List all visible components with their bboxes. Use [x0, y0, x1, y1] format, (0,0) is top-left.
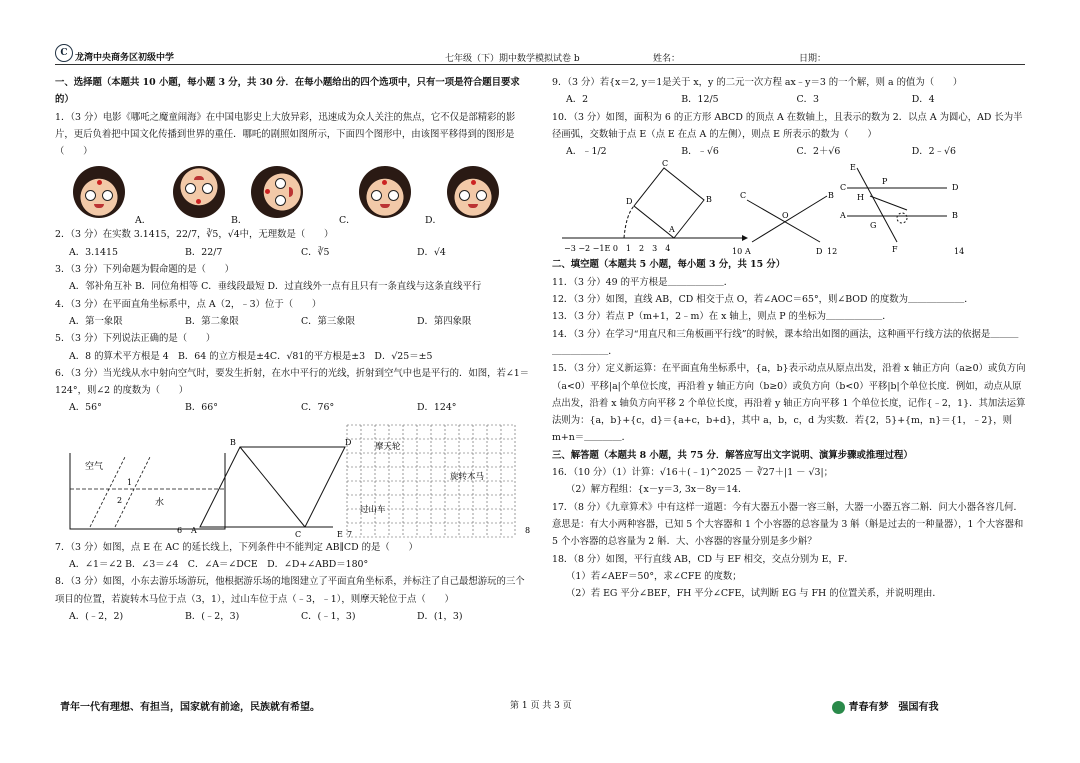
section-1-title: 一、选择题（本题共 10 小题，每小题 3 分，共 30 分．在每小题给出的四个选项中，只有一项是符合题目要求的）	[55, 77, 520, 106]
nezha-original-image	[73, 166, 125, 218]
q1-option-b: B．	[231, 215, 248, 227]
il-c: C	[740, 191, 747, 201]
q7-options: A．∠1＝∠2 B．∠3＝∠4 C．∠A＝∠DCE D．∠D+∠ABD＝180°	[69, 559, 369, 571]
q4-option-d: D．第四象限	[417, 315, 472, 327]
question-5: 5．（3 分）下列说法正确的是（ ）	[55, 333, 216, 345]
q10-option-c: C．2＋√6	[796, 146, 841, 158]
question-6: 6．（3 分）当光线从水中射向空气时，要发生折射，在水中平行的光线，折射到空气中也是平行的．如图，若∠1＝124°，则∠2 的度数为（ ）	[55, 367, 530, 397]
fig-12-number: 12	[827, 247, 838, 257]
fig-7-number: 7	[347, 529, 353, 539]
question-18-part-1: （1）若∠AEF＝50°，求∠CFE 的度数；	[566, 570, 742, 582]
q8-option-c: C．(﹣1，3)	[301, 610, 356, 622]
sq-d: D	[626, 197, 633, 207]
point-d-label: D	[345, 437, 352, 447]
q6-option-d: D．124°	[417, 402, 457, 414]
il-o: O	[782, 211, 789, 221]
point-b-label: B	[230, 437, 236, 447]
sq-c: C	[662, 160, 669, 169]
pl-f: F	[892, 245, 898, 255]
pl-p: P	[882, 177, 888, 187]
number-line-square-figure	[562, 160, 748, 253]
il-d: D	[816, 247, 823, 257]
question-13: 13．（3 分）若点 P（m+1，2﹣m）在 x 轴上，则点 P 的坐标为＿＿＿＿＿＿．	[552, 311, 892, 323]
nezha-translated-image	[447, 166, 499, 218]
pl-h: H	[857, 193, 864, 203]
map-carousel: 旋转木马	[450, 471, 485, 482]
q6-option-c: C．76°	[301, 402, 335, 414]
figures-svg	[55, 417, 533, 539]
question-11: 11．（3 分）49 的平方根是＿＿＿＿＿＿．	[552, 276, 734, 288]
point-a-label: A	[191, 525, 197, 535]
fig-6-number: 6	[177, 525, 183, 535]
question-14: 14．（3 分）在学习“用直尺和三角板画平行线”的时候，课本给出如图的画法，这种画平行线方法的依据是＿＿＿＿＿＿＿＿＿．	[552, 328, 1019, 357]
fig-14-number: 14	[954, 247, 965, 257]
q9-option-c: C．3	[796, 94, 820, 106]
q3-options: A．邻补角互补 B．同位角相等 C．垂线段最短 D．过直线外一点有且只有一条直线与这条直线平行	[69, 281, 482, 293]
map-ferris-wheel: 摩天轮	[375, 441, 401, 452]
question-15: 15．（3 分）定义新运算：在平面直角坐标系中，{a，b}表示动点从原点出发，沿着 x 轴正方向（a≥0）或负方向（a<0）平移|a|个单位长度，再沿着 y 轴正方向（b≥0）或负方向（b<0）平移|b|个单位长度．例如，动点从原点出发，沿着 x 轴负方向平移 2 个单位长度，再沿着 y 轴正方向平移 1 个单位长度，记作{﹣2，1}．其加法运算法则为：{a，b}+{c，d}＝{a+c，b+d}，其中 a，b，c，d 为实数．若{2，5}+{m，n}＝{1，﹣2}，则 m+n＝＿＿＿＿．	[552, 363, 1026, 444]
figures-row-6-8	[55, 417, 533, 539]
question-2: 2．（3 分）在实数 3.1415，22/7，∛5，√4中，无理数是（ ）	[55, 229, 334, 241]
q4-option-b: B．第二象限	[185, 315, 239, 327]
q4-option-c: C．第三象限	[301, 315, 356, 327]
q9-options	[552, 91, 1027, 108]
q6-option-a: A．56°	[69, 402, 102, 414]
map-roller-coaster: 过山车	[360, 504, 386, 515]
section-3-title: 三、解答题（本题共 8 小题，共 75 分．解答应写出文字说明、演算步骤或推理过程）	[552, 449, 913, 461]
school-logo-icon: C	[55, 44, 73, 62]
parallel-lines-figure	[839, 163, 958, 254]
pl-b: B	[952, 211, 958, 221]
school-name: 龙湾中央商务区初级中学	[75, 53, 175, 63]
question-12: 12．（3 分）如图，直线 AB，CD 相交于点 O，若∠AOC＝65°，则∠BOD 的度数为＿＿＿＿＿＿．	[552, 294, 974, 306]
point-c-label: C	[295, 529, 302, 539]
q10-option-d: D．2﹣√6	[911, 146, 956, 158]
footer-slogan-right-text: 青春有梦 强国有我	[848, 702, 939, 713]
nezha-mirrored-image	[359, 166, 411, 218]
point-e-label: E	[337, 529, 343, 539]
q5-options: A．8 的算术平方根是 4 B．64 的立方根是±4C．√81的平方根是±3 D．√25＝±5	[69, 350, 433, 362]
beaker-label-air: 空气	[85, 461, 104, 472]
q10-options	[552, 143, 1027, 160]
fig-10-number: 10	[732, 247, 743, 257]
question-1: 1．（3 分）电影《哪吒之魔童闹海》在中国电影史上大放异彩，迅速成为众人关注的焦点，它不仅是部精彩的影片，更后负着把中国文化传播到世界的重任．哪吒的剧照如图所示，下面四个图形中，由该图平移得到的图形是（ ）	[55, 111, 516, 158]
q10-option-a: A．﹣1/2	[566, 146, 607, 158]
pl-e: E	[850, 163, 856, 173]
q8-option-a: A．(﹣2，2)	[69, 610, 124, 622]
figures-right-svg	[552, 160, 1027, 256]
fig-8-number: 8	[525, 525, 531, 535]
q9-option-b: B．12/5	[681, 94, 719, 106]
q2-options	[55, 244, 533, 261]
q8-options	[55, 608, 533, 625]
question-18: 18．（8 分）如图，平行直线 AB，CD 与 EF 相交，交点分别为 E，F．	[552, 553, 854, 565]
question-16-part-2: （2）解方程组：{x－y＝3, 3x－8y＝14．	[566, 484, 748, 496]
nezha-sideways-image	[251, 166, 303, 218]
question-17: 17．（8 分）《九章算术》中有这样一道题：今有大器五小器一容三斛，大器一小器五容二斛．问大小器各容几何．意思是：有大小两种容器，已知 5 个大容器和 1 个小容器的总容量为 3 斛（斛是过去的一种量器），1 个大容器和 5 个小容器的总容量为 2 斛．大、小容器的容量分别是多少斛？	[552, 501, 1024, 548]
nezha-rotated-image	[173, 166, 225, 218]
angle-2-label: 2	[117, 495, 123, 505]
question-18-part-2: （2）若 EG 平分∠BEF，FH 平分∠CFE，试判断 EG 与 FH 的位置关系，并说明理由．	[566, 588, 942, 600]
question-10: 10．（3 分）如图，面积为 6 的正方形 ABCD 的顶点 A 在数轴上，且表示的数为 2．以点 A 为圆心，AD 长为半径画弧，交数轴于点 E（点 E 在点 A 的左侧），则点 E 所表示的数为（ ）	[552, 111, 1023, 140]
q8-option-b: B．(﹣2，3)	[185, 610, 240, 622]
q6-option-b: B．66°	[185, 402, 218, 414]
pl-a: A	[840, 211, 846, 221]
q9-option-a: A．2	[566, 94, 589, 106]
page-header	[55, 44, 1025, 65]
parallelogram-figure	[177, 438, 352, 539]
pl-g: G	[870, 221, 877, 231]
q4-option-a: A．第一象限	[69, 315, 123, 327]
pl-c: C	[840, 183, 847, 193]
question-8: 8．（3 分）如图，小东去游乐场游玩，他根据游乐场的地图建立了平面直角坐标系，并标注了自己最想游玩的三个项目的位置，若旋转木马位于点（3，1），过山车位于点（﹣3，﹣1），则摩天轮位于点（ ）	[55, 576, 525, 605]
beaker-label-water: 水	[155, 497, 165, 508]
beaker-figure	[70, 453, 225, 529]
pl-d: D	[952, 183, 959, 193]
exam-title: 七年级（下）期中数学模拟试卷 b	[445, 54, 580, 64]
q2-option-c: C．∛5	[301, 246, 330, 258]
page-number: 第 1 页 共 3 页	[510, 701, 572, 711]
figures-row-10-14	[552, 160, 1027, 256]
footer-slogan-right	[832, 698, 938, 714]
sq-a: A	[669, 225, 675, 235]
q1-images	[55, 160, 533, 226]
right-column	[552, 74, 1027, 602]
angle-1-label: 1	[127, 477, 133, 487]
intersecting-lines-figure	[740, 191, 834, 256]
q1-option-d: D．	[425, 215, 442, 227]
q2-option-d: D．√4	[417, 246, 446, 258]
q9-option-d: D．4	[911, 94, 935, 106]
question-3: 3．（3 分）下列命题为假命题的是（ ）	[55, 264, 234, 276]
grid-map-figure	[347, 425, 515, 537]
section-2-title: 二、填空题（本题共 5 小题，每小题 3 分，共 15 分）	[552, 259, 786, 271]
question-16-part-1: 16．（10 分）（1）计算：√16＋(﹣1)^2025 － ∛27＋|1 － √3|；	[552, 467, 833, 479]
q1-option-a: A．	[135, 215, 152, 227]
footer-slogan-left: 青年一代有理想、有担当，国家就有前途，民族就有希望。	[60, 702, 320, 713]
nl-ticks: −3 −2 −1E 0 1 2 3 4	[564, 244, 671, 254]
youth-emblem-icon	[832, 701, 845, 714]
q6-options	[55, 399, 533, 416]
q10-option-b: B．﹣√6	[681, 146, 719, 158]
name-label: 姓名：	[653, 54, 681, 64]
q2-option-b: B．22/7	[185, 246, 223, 258]
il-b: B	[828, 191, 834, 201]
date-label: 日期：	[799, 54, 827, 64]
q1-option-c: C．	[339, 215, 356, 227]
question-7: 7．（3 分）如图，点 E 在 AC 的延长线上，下列条件中不能判定 AB∥CD 的是（ ）	[55, 541, 418, 553]
il-a: A	[745, 247, 751, 257]
q8-option-d: D．(1，3)	[417, 610, 463, 622]
left-column	[55, 74, 533, 625]
sq-b: B	[706, 195, 712, 205]
q2-option-a: A．3.1415	[69, 246, 118, 258]
question-4: 4．（3 分）在平面直角坐标系中，点 A（2，﹣3）位于（ ）	[55, 298, 322, 310]
question-9: 9．（3 分）若{x＝2, y＝1是关于 x，y 的二元一次方程 ax﹣y＝3 的一个解，则 a 的值为（ ）	[552, 77, 963, 88]
q4-options	[55, 313, 533, 330]
